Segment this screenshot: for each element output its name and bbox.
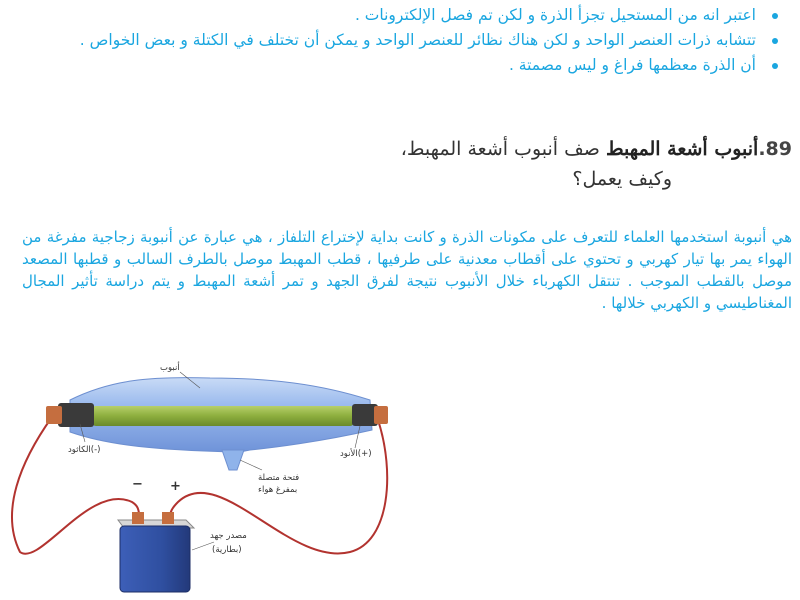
bullet-dot-icon [772,13,778,19]
bullet-dot-icon [772,63,778,69]
bullet-item: اعتبر انه من المستحيل تجزأ الذرة و لكن تم فصل الإلكترونات . [62,4,782,27]
battery-body [120,526,190,592]
question-block [232,134,792,194]
bullet-item: أن الذرة معظمها فراغ و ليس مصمتة . [62,54,782,77]
vacuum-leader-line [240,460,262,470]
cathode-ray-beam [92,406,354,426]
bullet-list [62,4,782,79]
battery-terminal-negative [132,512,144,524]
question-line-2: وكيف يعمل؟ [572,168,672,190]
power-label-2: (بطارية) [212,545,242,555]
question-keyword: أنبوب أشعة المهبط [605,138,759,160]
bullet-dot-icon [772,38,778,44]
bullet-item: تتشابه ذرات العنصر الواحد و لكن هناك نظائر للعنصر الواحد و يمكن أن تختلف في الكتلة و بعض الخواص . [62,29,782,52]
power-label-1: مصدر جهد [210,531,247,541]
plus-sign: + [170,479,181,494]
minus-sign: − [132,477,143,492]
answer-paragraph: هي أنبوبة استخدمها العلماء للتعرف على مكونات الذرة و كانت بداية لإختراع التلفاز ، هي عبارة عن أنبوبة زجاجية مفرغة من الهواء يمر بها تيار كهربي و تحتوي على أقطاب معدنية على طرفيها ، قطب المهبط موصل بالطرف السالب و قطبها المصعد موصل بالقطب الموجب . تنتقل الكهرباء خلال الأنبوب نتيجة لفرق الجهد و تمر أشعة المهبط و يتم دراسة تأثير المجال المغناطيسي و الكهربي خلالها . [22,228,792,312]
vacuum-label-2: بمفرغ هواء [258,485,298,495]
anode-label: الأنود(+) [340,449,372,459]
question-number: 89. [758,138,792,160]
cathode-ray-tube-figure [0,352,430,600]
cathode-electrode [58,403,94,427]
cathode-label: الكاثود(-) [68,445,101,455]
battery-leader-line [192,542,214,550]
question-text: صف أنبوب أشعة المهبط، [400,138,600,160]
cathode-clip [46,406,62,424]
question-line-1 [232,134,792,164]
battery-terminal-positive [162,512,174,524]
vacuum-label-1: فتحة متصلة [258,473,300,483]
tube-label: أنبوب [160,363,180,373]
anode-clip [374,406,388,424]
